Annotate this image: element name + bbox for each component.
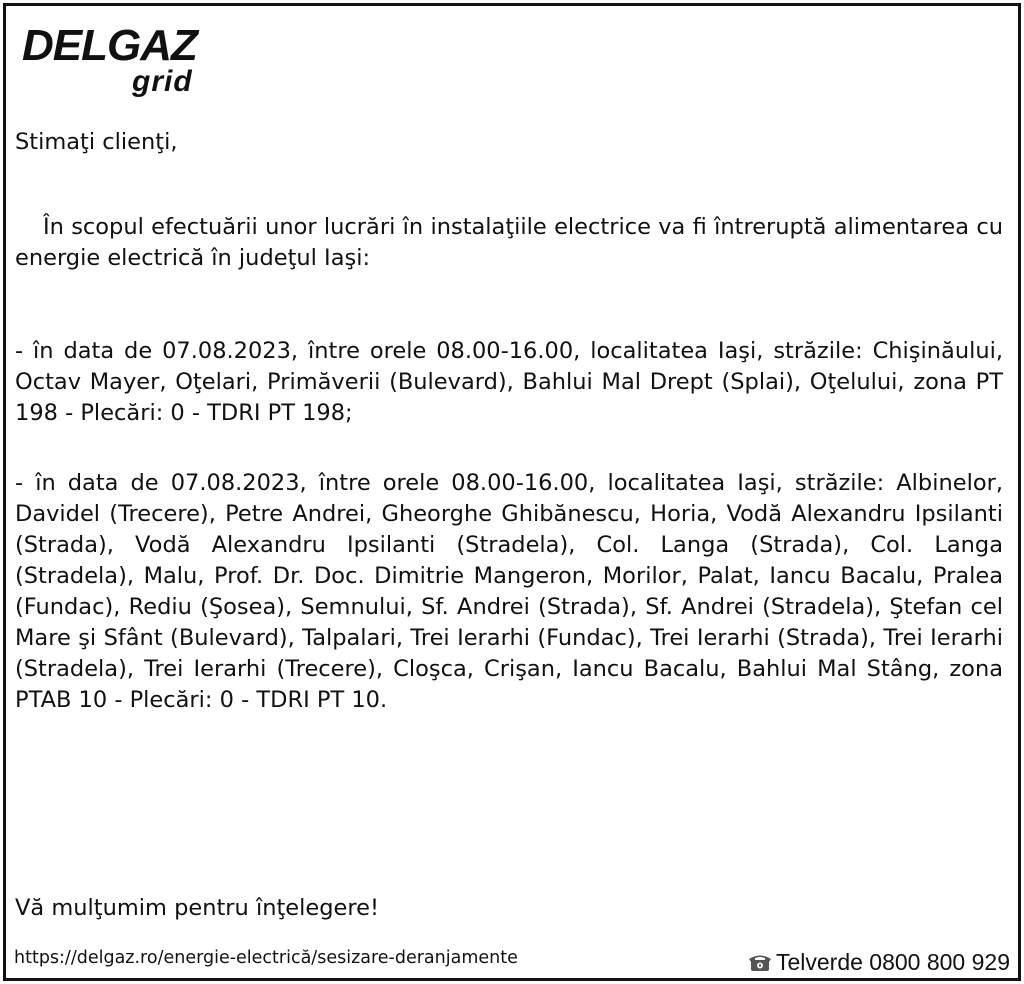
logo-brand: DELGAZ [22, 21, 197, 70]
greeting: Stimaţi clienţi, [15, 129, 178, 155]
telephone-icon [748, 952, 772, 972]
footer-phone-text: Telverde 0800 800 929 [775, 949, 1010, 975]
outage-item-2: - în data de 07.08.2023, între orele 08.00-16.00, localitatea Iaşi, străzile: Albinelor, Davidel (Trecere), Petre Andrei, Gheorghe Ghibănescu, Horia, Vodă Alexandru Ipsilanti (Strada), Vodă Alexandru Ipsilanti (Stradela), Col. Langa (Strada), Col. Langa (Stradela), Malu, Prof. Dr. Doc. Dimitrie Mangeron, Morilor, Palat, Iancu Bacalu, Pralea (Fundac), Rediu (Şosea), Semnului, Sf. Andrei (Strada), Sf. Andrei (Stradela), Ştefan cel Mare şi Sfânt (Bulevard), Talpalari, Trei Ierarhi (Fundac), Trei Ierarhi (Strada), Trei Ierarhi (Stradela), Trei Ierarhi (Trecere), Cloşca, Crişan, Iancu Bacalu, Bahlui Mal Stâng, zona PTAB 10 - Plecări: 0 - TDRI PT 10. [15, 470, 1003, 713]
outage-item-1: - în data de 07.08.2023, între orele 08.00-16.00, localitatea Iaşi, străzile: Chişinăului, Octav Mayer, Oţelari, Primăverii (Bulevard), Bahlui Mal Drept (Splai), Oţelului, zona PT 198 - Plecări: 0 - TDRI PT 198; [15, 338, 1003, 426]
logo-sub: grid [132, 65, 193, 98]
footer-phone [748, 948, 1010, 976]
closing-message: Vă mulţumim pentru înţelegere! [15, 895, 379, 921]
intro-paragraph: În scopul efectuării unor lucrări în instalaţiile electrice va fi întreruptă alimentarea cu energie electrică în judeţul Iaşi: [15, 214, 1003, 271]
footer-url-link[interactable]: https://delgaz.ro/energie-electrică/sesizare-deranjamente [14, 948, 518, 968]
delgaz-grid-logo [22, 22, 222, 102]
